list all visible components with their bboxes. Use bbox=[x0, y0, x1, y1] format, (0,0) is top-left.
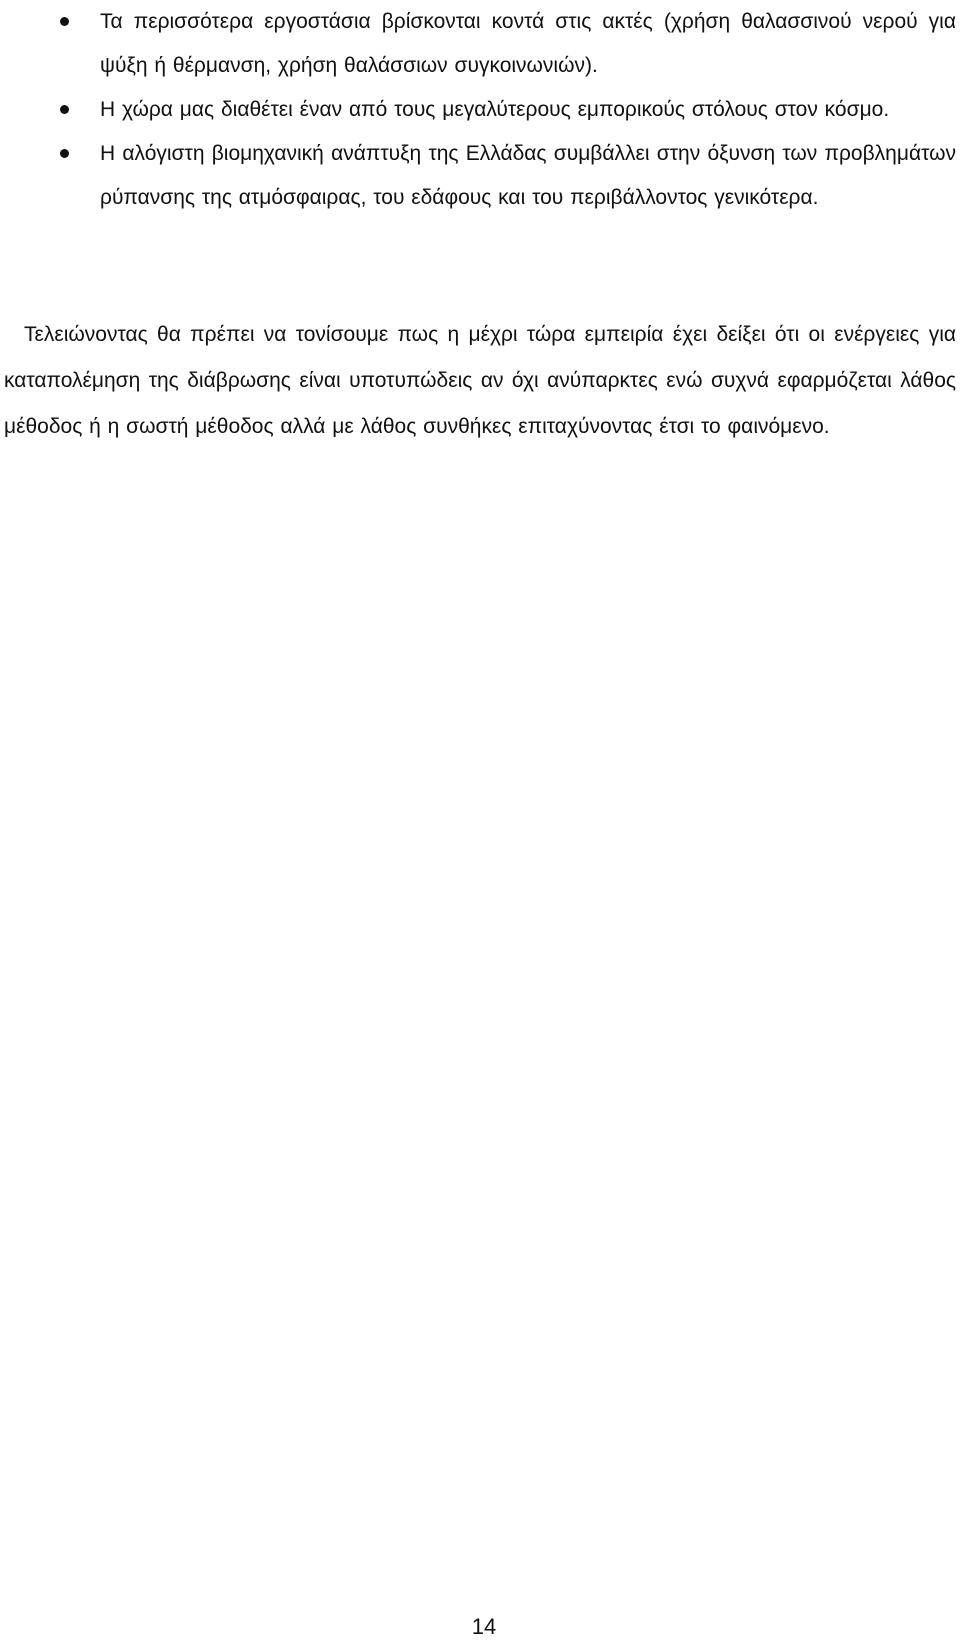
page-number: 14 bbox=[471, 1614, 497, 1639]
bullet-text: Η χώρα μας διαθέτει έναν από τους μεγαλύτερους εμπορικούς στόλους στον κόσμο. bbox=[100, 98, 890, 121]
bullet-item-merchant-fleet bbox=[0, 88, 956, 132]
bullet-list bbox=[0, 0, 956, 220]
bullet-icon bbox=[60, 105, 69, 114]
closing-paragraph: Τελειώνοντας θα πρέπει να τονίσουμε πως η μέχρι τώρα εμπειρία έχει δείξει ότι οι ενέργειες για καταπολέμηση της διάβρωσης είναι υποτυπώδεις αν όχι ανύπαρκτες ενώ συχνά εφαρμόζεται λάθος μέθοδος ή η σωστή μέθοδος αλλά με λάθος συνθήκες επιταχύνοντας έτσι το φαινόμενο. bbox=[4, 323, 956, 438]
bullet-text: Η αλόγιστη βιομηχανική ανάπτυξη της Ελλάδας συμβάλλει στην όξυνση των προβλημάτων ρύπανσης της ατμόσφαιρας, του εδάφους και του περιβάλλοντος γενικότερα. bbox=[100, 142, 956, 209]
bullet-icon bbox=[60, 17, 69, 26]
bullet-text: Τα περισσότερα εργοστάσια βρίσκονται κοντά στις ακτές (χρήση θαλασσινού νερού για ψύξη ή θέρμανση, χρήση θαλάσσιων συγκοινωνιών). bbox=[100, 10, 956, 77]
bullet-item-factories-coast bbox=[0, 0, 956, 88]
bullet-icon bbox=[60, 149, 69, 158]
bullet-item-industrial-development bbox=[0, 132, 956, 220]
